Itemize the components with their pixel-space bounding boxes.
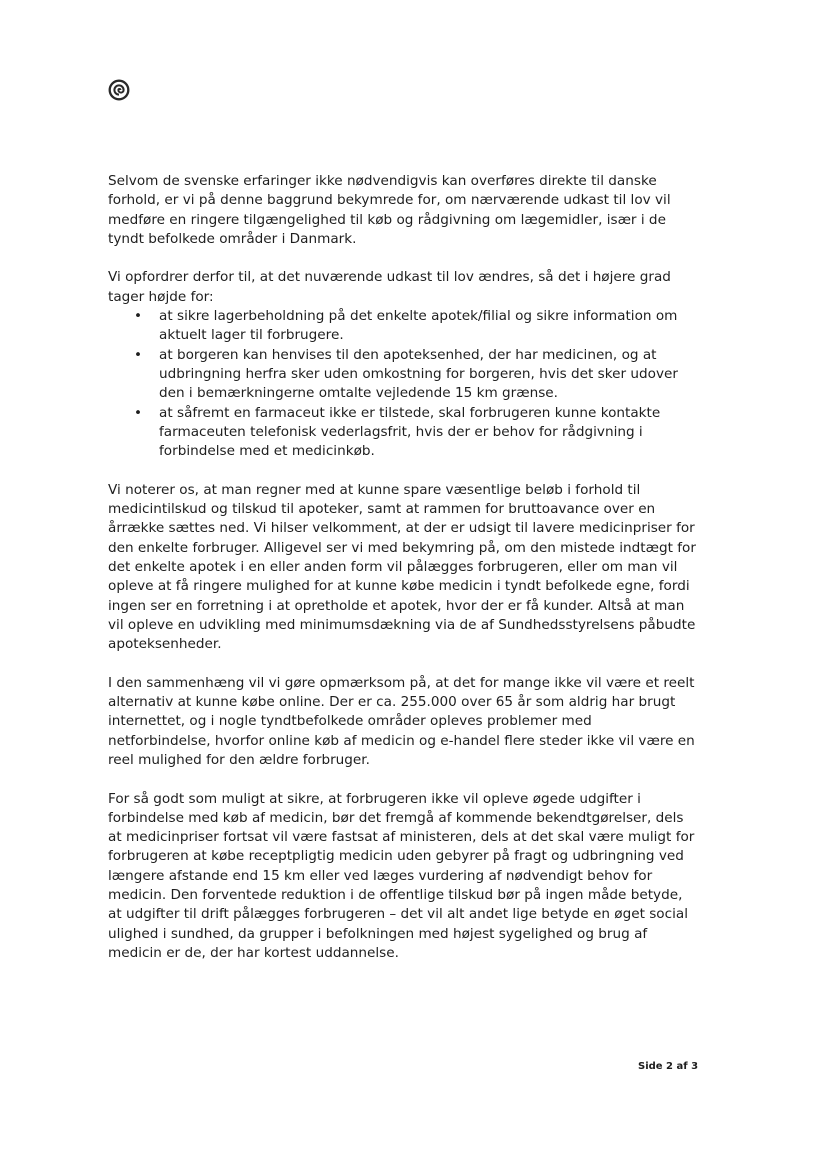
paragraph-online: I den sammenhæng vil vi gøre opmærksom på, at det for mange ikke vil være et reelt alternativ at kunne købe online. Der er ca. 255.000 over 65 år som aldrig har brugt internettet, og i nogle tyndtbefolkede områder opleves problemer med netforbindelse, hvorfor online køb af medicin og e-handel flere steder ikke vil være en reel mulighed for den ældre forbruger.: [108, 674, 695, 768]
letter-body: [108, 172, 696, 982]
paragraph-savings: Vi noterer os, at man regner med at kunne spare væsentlige beløb i forhold til medicintilskud og tilskud til apoteker, samt at rammen for bruttoavance over en årrække sættes ned. Vi hilser velkomment, at der er udsigt til lavere medicinpriser for den enkelte forbruger. Alligevel ser vi med bekymring på, om den mistede indtægt for det enkelte apotek i en eller anden form vil pålægges forbrugeren, eller om man vil opleve at få ringere mulighed for at kunne købe medicin i tyndt befolkede egne, fordi ingen ser en forretning i at opretholde et apotek, hvor der er få kunder. Altså at man vil opleve en udvikling med minimumsdækning via de af Sundhedsstyrelsens påbudte apoteksenheder.: [108, 481, 696, 653]
spiral-logo-icon: [108, 79, 130, 101]
paragraph-request-intro: Vi opfordrer derfor til, at det nuværende udkast til lov ændres, så det i højere grad tager højde for:: [108, 269, 671, 305]
paragraph-costs: For så godt som muligt at sikre, at forbrugeren ikke vil opleve øgede udgifter i forbindelse med køb af medicin, bør det fremgå af kommende bekendtgørelser, dels at medicinpriser fortsat vil være fastsat af ministeren, dels at det skal være muligt for forbrugeren at købe receptpligtig medicin uden gebyrer på fragt og udbringning ved længere afstande end 15 km eller ved læges vurdering af nødvendigt behov for medicin. Den forventede reduktion i de offentlige tilskud bør på ingen måde betyde, at udgifter til drift pålægges forbrugeren – det vil alt andet lige betyde en øget social ulighed i sundhed, da grupper i befolkningen med højest sygelighed og brug af medicin er de, der har kortest uddannelse.: [108, 790, 695, 961]
page-number: Side 2 af 3: [638, 1061, 699, 1072]
paragraph-concern: Selvom de svenske erfaringer ikke nødvendigvis kan overføres direkte til danske forhold, er vi på denne baggrund bekymrede for, om nærværende udkast til lov vil medføre en ringere tilgængelighed til køb og rådgivning om lægemidler, især i de tyndt befolkede områder i Danmark.: [108, 173, 671, 247]
list-item: • at sikre lagerbeholdning på det enkelte apotek/filial og sikre information om aktuelt lager til forbrugere.: [159, 307, 696, 346]
request-bullet-list: [108, 307, 696, 461]
list-item: • at borgeren kan henvises til den apoteksenhed, der har medicinen, og at udbringning herfra sker uden omkostning for borgeren, hvis det sker udover den i bemærkningerne omtalte vejledende 15 km grænse.: [159, 346, 696, 404]
list-item: • at såfremt en farmaceut ikke er tilstede, skal forbrugeren kunne kontakte farmaceuten telefonisk vederlagsfrit, hvis der er behov for rådgivning i forbindelse med et medicinkøb.: [159, 404, 696, 462]
